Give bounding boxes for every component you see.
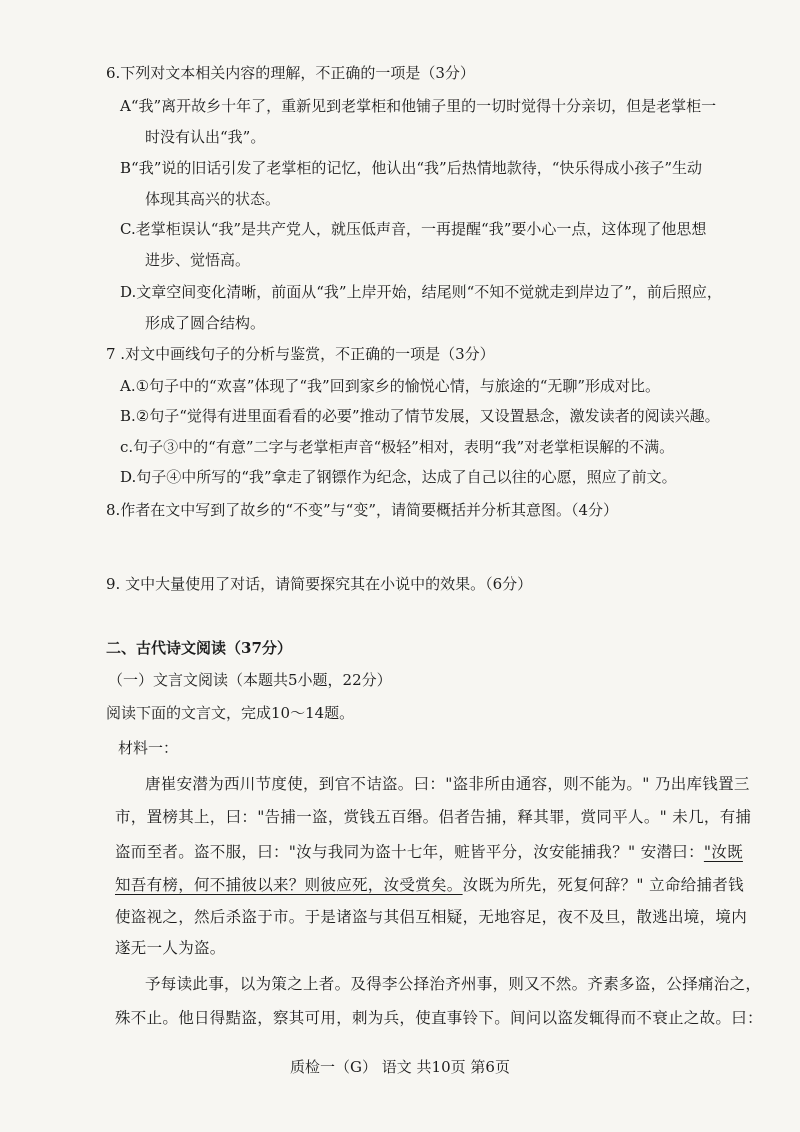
question-6-option-d-cont: 形成了圆合结构。: [145, 314, 266, 332]
passage-text: 盗而至者。盗不服，曰："汝与我同为盗十七年，赃皆平分，汝安能捕我？" 安潜曰：: [115, 843, 704, 861]
material-label: 材料一：: [118, 739, 179, 757]
question-6-option-b: B“我”说的旧话引发了老掌柜的记忆，他认出“我”后热情地款待，“快乐得成小孩子”生动: [120, 159, 703, 177]
page-footer: 质检一（G） 语文 共10页 第6页: [290, 1058, 510, 1076]
question-7-option-a: A.①句子中的“欢喜”体现了“我”回到家乡的愉悦心情，与旅途的“无聊”形成对比。: [120, 377, 661, 395]
passage-line: 予每读此事，以为策之上者。及得李公择治齐州事，则又不然。齐素多盗，公择痛治之，: [145, 975, 762, 993]
underlined-sentence: "汝既: [703, 843, 743, 861]
question-6-option-c: C.老掌柜误认“我”是共产党人，就压低声音，一再提醒“我”要小心一点，这体现了他思想: [120, 220, 707, 238]
subsection-heading: （一）文言文阅读（本题共5小题，22分）: [108, 671, 392, 689]
passage-line: 使盗视之，然后杀盗于市。于是诸盗与其侣互相疑，无地容足，夜不及旦，散逃出境，境内: [115, 908, 748, 926]
question-7-option-b: B.②句子“觉得有进里面看看的必要”推动了情节发展，又设置悬念，激发读者的阅读兴趣。: [120, 407, 720, 425]
passage-line: 遂无一人为盗。: [115, 939, 226, 957]
question-9: 9. 文中大量使用了对话，请简要探究其在小说中的效果。（6分）: [106, 575, 533, 593]
passage-instruction: 阅读下面的文言文，完成10～14题。: [106, 704, 355, 722]
passage-line: 殊不止。他日得黠盗，察其可用，刺为兵，使直事铃下。间问以盗发辄得而不衰止之故。曰：: [115, 1009, 763, 1027]
underlined-sentence: 知吾有榜，何不捕彼以来？则彼应死，汝受赏矣。: [115, 876, 463, 894]
question-8: 8.作者在文中写到了故乡的“不变”与“变”，请简要概括并分析其意图。（4分）: [106, 501, 619, 519]
question-6-option-c-cont: 进步、觉悟高。: [145, 251, 251, 269]
passage-line: [115, 878, 744, 894]
section-heading: 二、古代诗文阅读（37分）: [106, 639, 292, 657]
question-6-stem: 6.下列对文本相关内容的理解，不正确的一项是（3分）: [106, 64, 475, 82]
question-6-option-a: A“我”离开故乡十年了，重新见到老掌柜和他铺子里的一切时觉得十分亲切，但是老掌柜一: [120, 97, 717, 115]
passage-line: [115, 845, 743, 861]
question-7-option-c: c.句子③中的“有意”二字与老掌柜声音“极轻”相对，表明“我”对老掌柜误解的不满。: [120, 438, 675, 456]
question-6-option-a-cont: 时没有认出“我”。: [145, 128, 266, 146]
passage-text: 汝既为所先，死复何辞？" 立命给捕者钱: [462, 876, 744, 894]
question-6-option-b-cont: 体现其高兴的状态。: [145, 190, 281, 208]
passage-line: 唐崔安潜为西川节度使，到官不诘盗。曰："盗非所由通容，则不能为。" 乃出库钱置三: [145, 775, 750, 793]
question-7-option-d: D.句子④中所写的“我”拿走了钢镖作为纪念，达成了自己以往的心愿，照应了前文。: [120, 468, 677, 486]
question-7-stem: 7 .对文中画线句子的分析与鉴赏，不正确的一项是（3分）: [106, 345, 495, 363]
question-6-option-d: D.文章空间变化清晰，前面从“我”上岸开始，结尾则“不知不觉就走到岸边了”，前后照应，: [120, 283, 722, 301]
passage-line: 市，置榜其上，曰："告捕一盗，赏钱五百缗。侣者告捕，释其罪，赏同平人。" 未几，有捕: [115, 808, 752, 826]
